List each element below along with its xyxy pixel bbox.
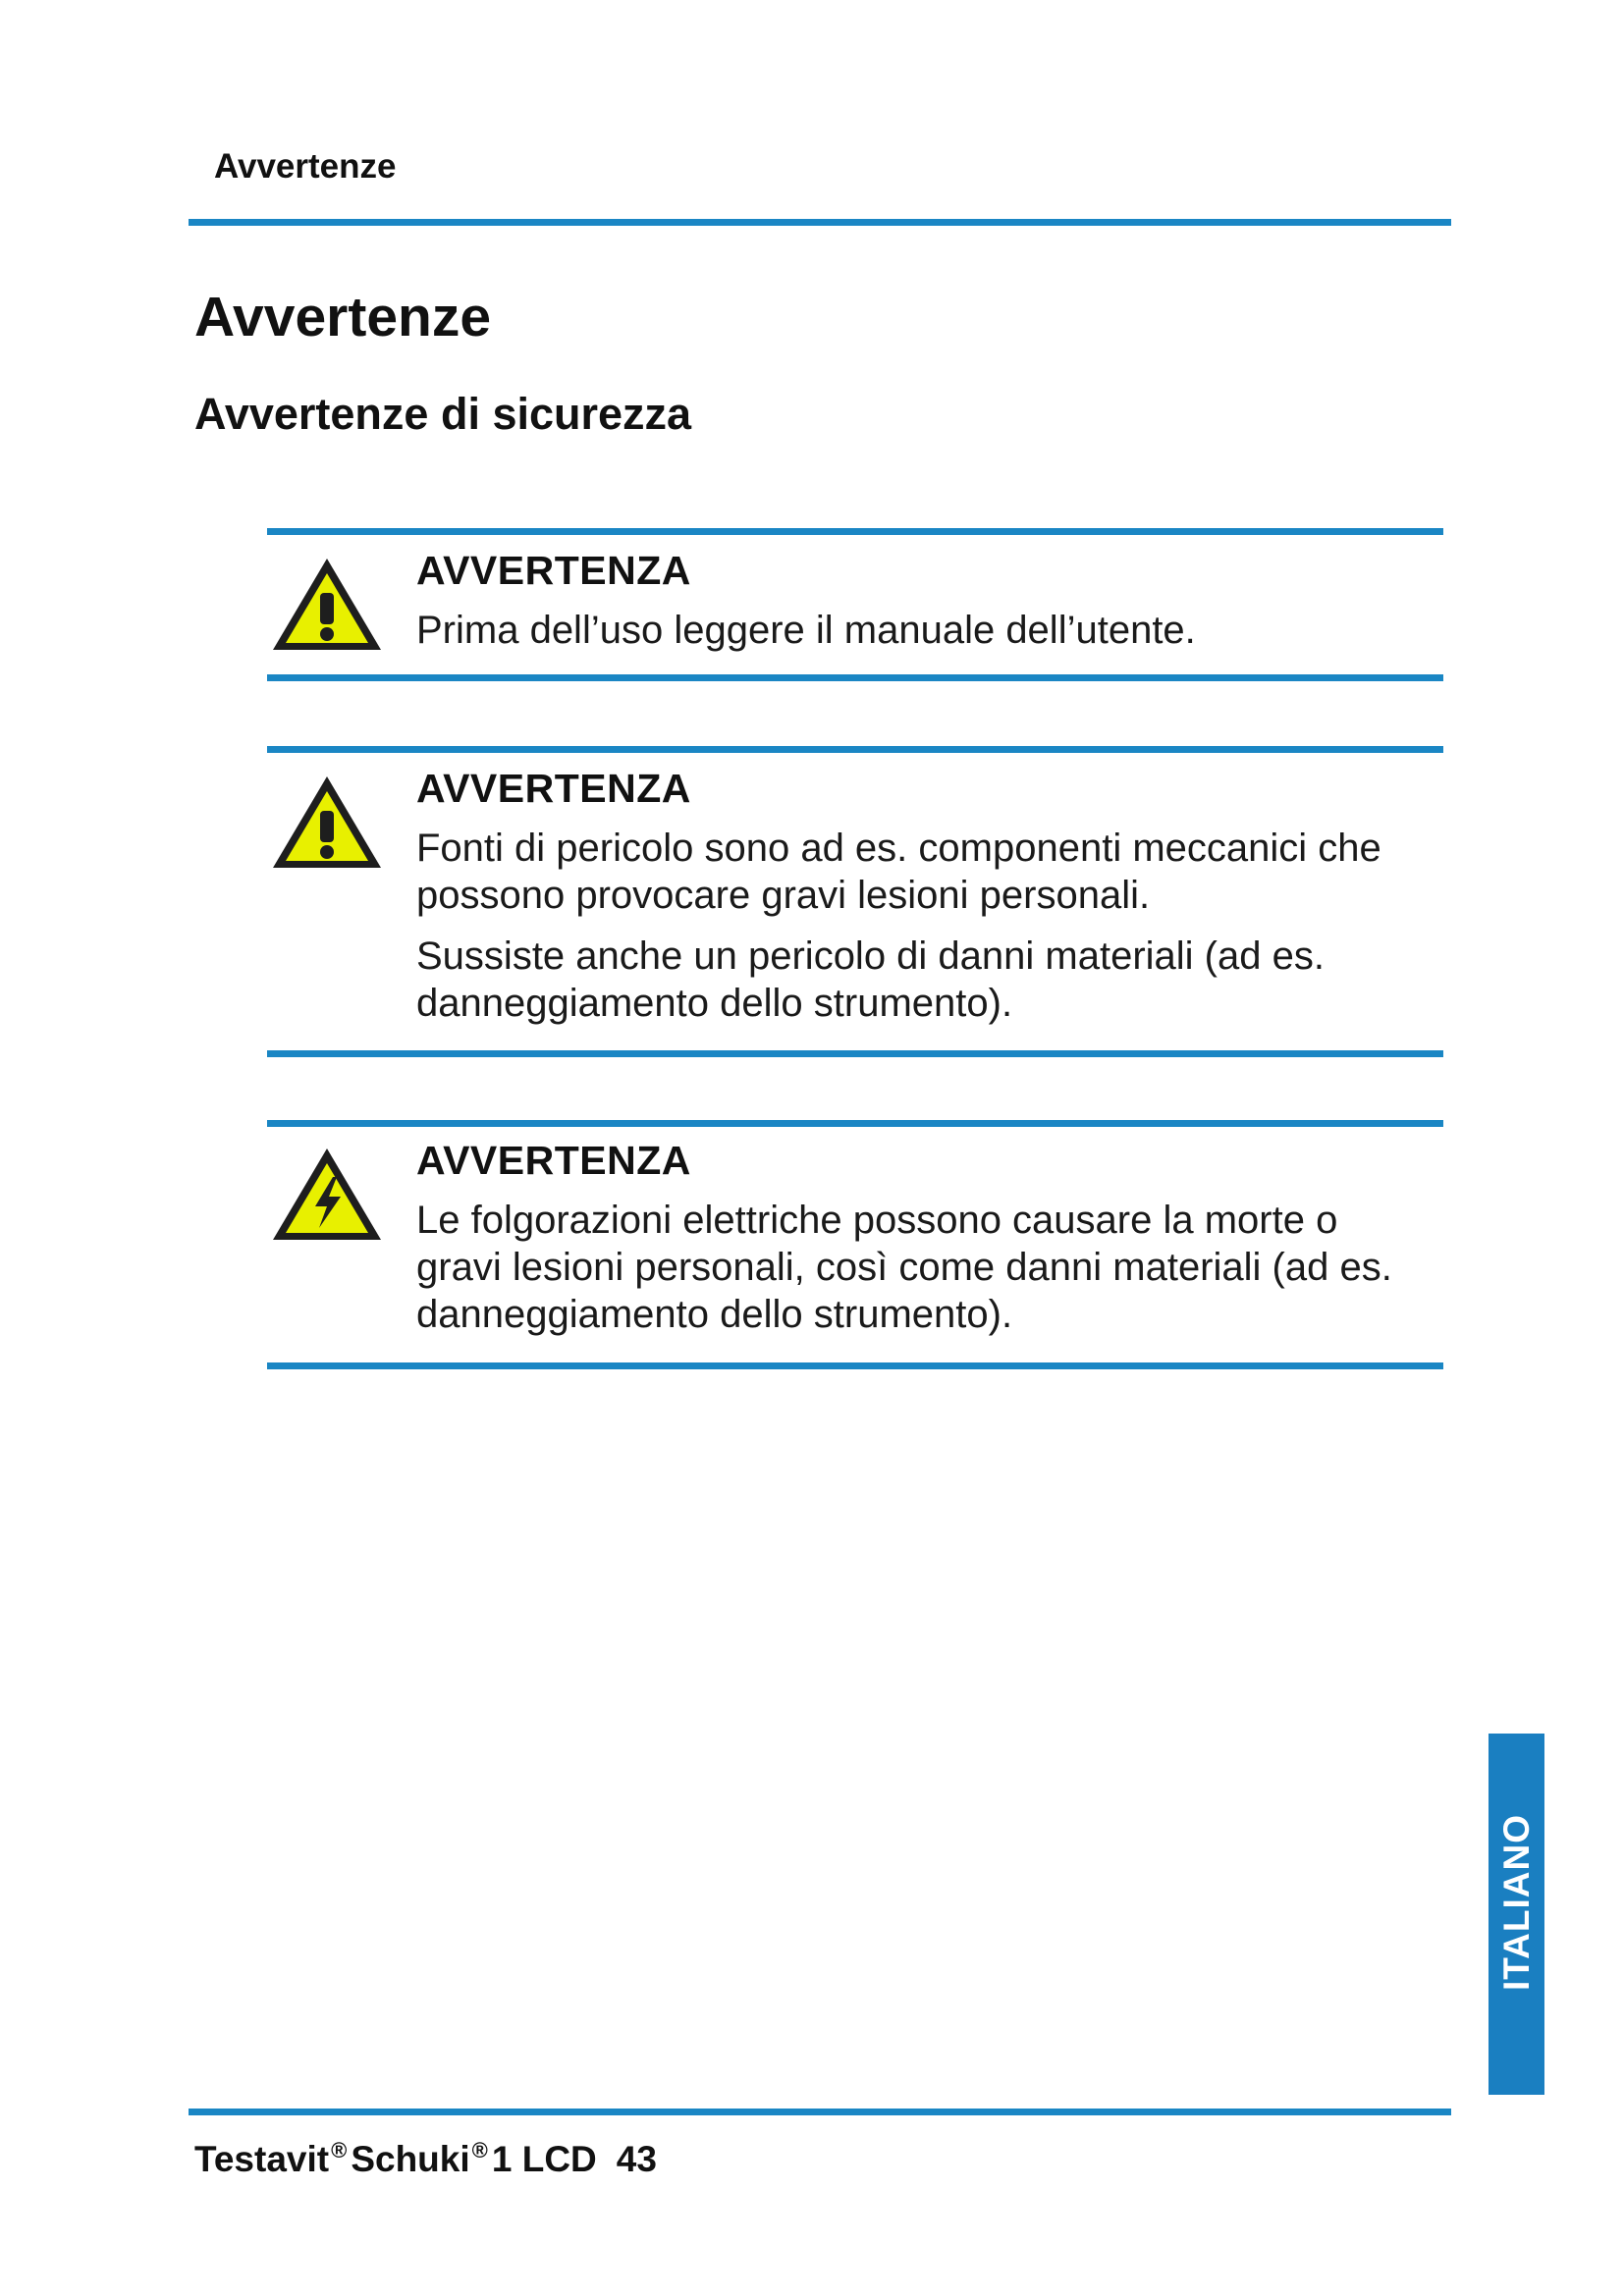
registered-mark: ® — [471, 2138, 488, 2163]
warning-heading: AVVERTENZA — [416, 548, 691, 593]
warning-box-1 — [267, 528, 1443, 685]
warning-heading: AVVERTENZA — [416, 766, 691, 811]
exclamation-warning-icon — [270, 774, 384, 872]
warning-box-3 — [267, 1120, 1443, 1375]
warning-box-bottom-rule — [267, 674, 1443, 681]
warning-box-top-rule — [267, 528, 1443, 535]
warning-paragraph: Prima dell’uso leggere il manuale dell’utente. — [416, 609, 1196, 652]
registered-mark: ® — [331, 2138, 348, 2163]
language-tab-label: ITALIANO — [1495, 1814, 1537, 1991]
header-rule — [189, 219, 1451, 226]
warning-box-top-rule — [267, 746, 1443, 753]
running-header: Avvertenze — [214, 147, 397, 186]
warning-box-2 — [267, 746, 1443, 1060]
warning-body — [416, 607, 1418, 667]
warning-body — [416, 1197, 1418, 1352]
warning-paragraph: Fonti di pericolo sono ad es. componenti meccanici che possono provocare gravi lesioni personali. — [416, 827, 1381, 917]
page-title: Avvertenze — [194, 286, 492, 348]
warning-paragraph: Le folgorazioni elettriche possono causare la morte o gravi lesioni personali, così come danni materiali (ad es. danneggiamento dello strumento). — [416, 1199, 1392, 1336]
section-title: Avvertenze di sicurezza — [194, 389, 692, 439]
footer-product: Schuki — [351, 2139, 470, 2179]
page-number: 43 — [616, 2139, 657, 2179]
footer-rule — [189, 2109, 1451, 2115]
footer — [194, 2138, 657, 2180]
warning-body — [416, 825, 1418, 1041]
warning-box-bottom-rule — [267, 1362, 1443, 1369]
warning-heading: AVVERTENZA — [416, 1138, 691, 1183]
exclamation-warning-icon — [270, 556, 384, 654]
footer-model: 1 LCD — [491, 2139, 597, 2179]
warning-box-top-rule — [267, 1120, 1443, 1127]
warning-paragraph: Sussiste anche un pericolo di danni materiali (ad es. danneggiamento dello strumento). — [416, 934, 1325, 1025]
warning-box-bottom-rule — [267, 1050, 1443, 1057]
language-tab — [1489, 1734, 1544, 2095]
footer-brand: Testavit — [194, 2139, 330, 2179]
electric-shock-warning-icon — [270, 1146, 384, 1244]
